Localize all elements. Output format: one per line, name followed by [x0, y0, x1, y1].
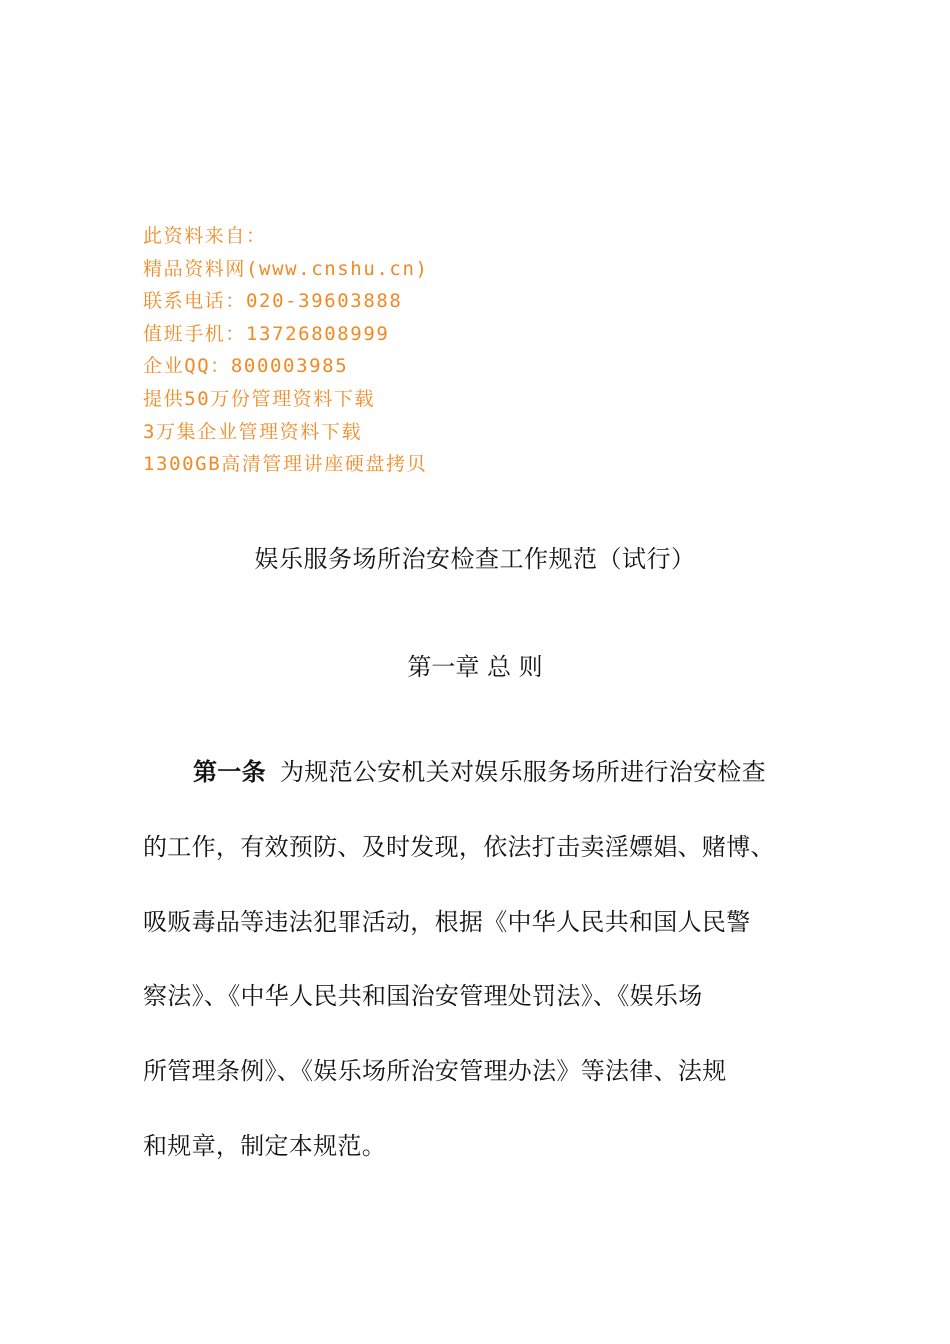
article-line: 所管理条例》、《娱乐场所治安管理办法》等法律、法规: [143, 1057, 727, 1086]
article-1: [143, 746, 813, 1195]
article-line: 和规章，制定本规范。: [143, 1131, 386, 1160]
source-line-website: 精品资料网(www.cnshu.cn): [143, 257, 429, 280]
article-text: 为规范公安机关对娱乐服务场所进行治安检查: [279, 758, 766, 786]
article-line: 吸贩毒品等违法犯罪活动，根据《中华人民共和国人民警: [143, 907, 751, 936]
source-line-mobile: 值班手机：13726808999: [143, 322, 390, 345]
article-label: 第一条: [193, 757, 266, 786]
source-line-qq: 企业QQ：800003985: [143, 355, 349, 378]
article-line: 察法》、《中华人民共和国治安管理处罚法》、《娱乐场: [143, 982, 703, 1011]
source-line-phone: 联系电话：020-39603888: [143, 290, 403, 313]
article-line: 的工作，有效预防、及时发现，依法打击卖淫嫖娼、赌博、: [143, 832, 775, 861]
source-line-offer-3: 1300GB高清管理讲座硬盘拷贝: [143, 453, 428, 476]
document-title: 娱乐服务场所治安检查工作规范（试行）: [254, 545, 696, 573]
chapter-heading: 第一章 总 则: [407, 653, 543, 681]
source-line-offer-1: 提供50万份管理资料下载: [143, 387, 376, 410]
source-line-origin: 此资料来自：: [143, 225, 267, 247]
source-line-offer-2: 3万集企业管理资料下载: [143, 420, 363, 443]
source-info-block: [143, 220, 743, 481]
article-line: [143, 746, 813, 821]
